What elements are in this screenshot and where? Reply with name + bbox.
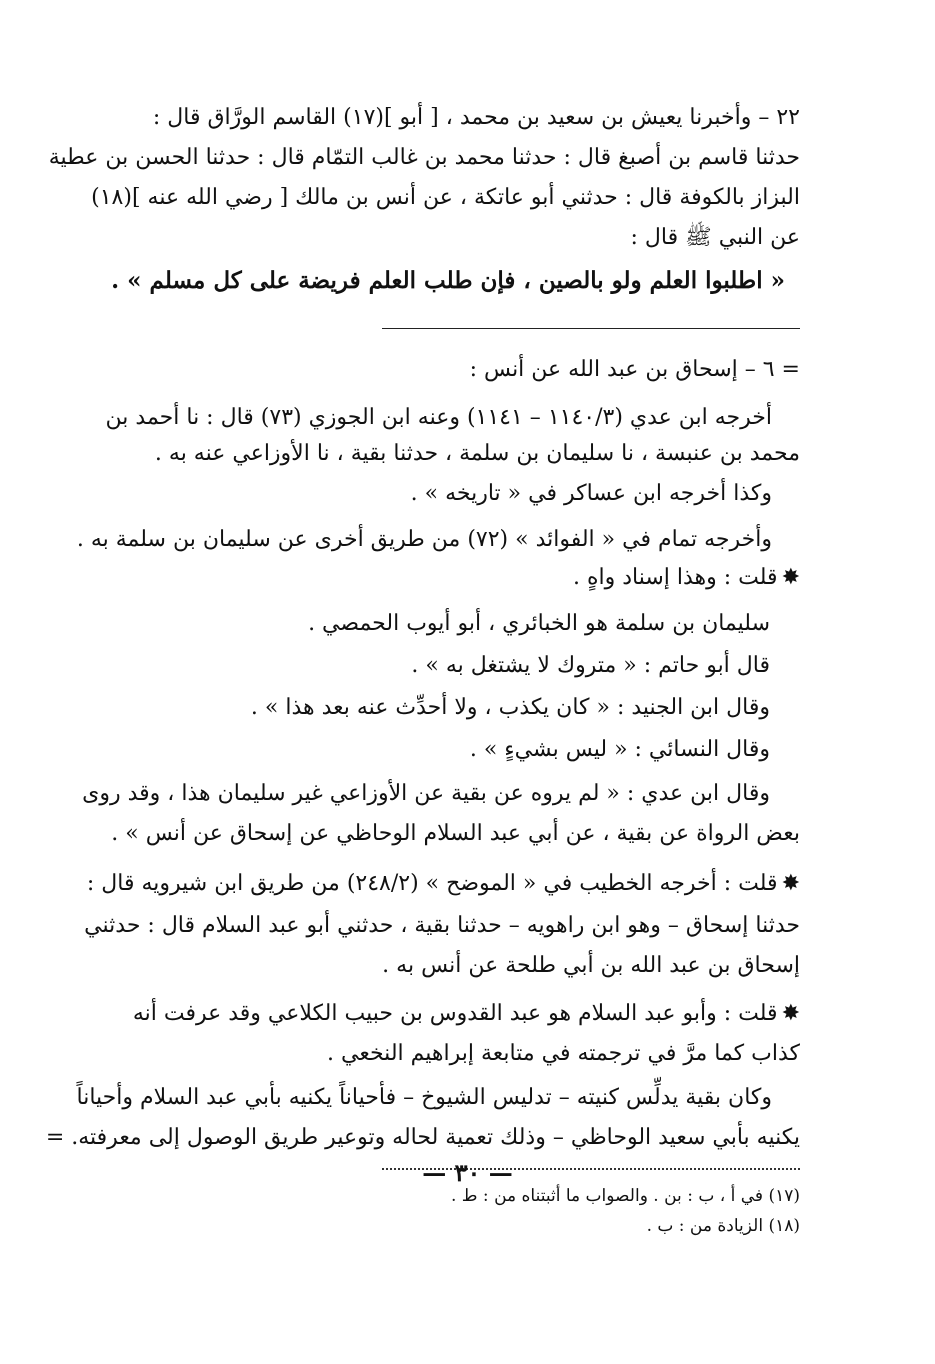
paragraph-line: وقال ابن عدي : « لم يروه عن بقية عن الأوزاعي غير سليمان هذا ، وقد روى xyxy=(82,781,770,806)
paragraph-line: وكان بقية يدلِّس كنيته – تدليس الشيوخ – فأحياناً يكنيه بأبي عبد السلام وأحياناً xyxy=(76,1085,772,1110)
paragraph-line: يكنيه بأبي سعيد الوحاظي – وذلك تعمية لحاله وتوعير طريق الوصول إلى معرفته. = xyxy=(45,1125,800,1150)
hadith-22-line-4: عن النبي ﷺ قال : xyxy=(630,225,800,250)
paragraph-line: وقال ابن الجنيد : « كان يكذب ، ولا أحدِّث عنه بعد هذا » . xyxy=(250,695,770,720)
comment-text: قلت : أخرجه الخطيب في « الموضح » (٢٤٨/٢) من طريق ابن شيرويه قال : xyxy=(86,871,778,896)
star-icon: ✸ xyxy=(781,565,800,590)
paragraph-line: قال أبو حاتم : « متروك لا يشتغل به » . xyxy=(411,653,770,678)
paragraph-line: إسحاق بن عبد الله بن أبي طلحة عن أنس به . xyxy=(382,953,800,978)
paragraph-line: كذاب كما مرَّ في ترجمته في متابعة إبراهيم النخعي . xyxy=(327,1041,800,1066)
comment-text: قلت : وهذا إسناد واهٍ . xyxy=(572,565,778,590)
paragraph-line: وكذا أخرجه ابن عساكر في « تاريخه » . xyxy=(410,481,772,506)
paragraph-line: محمد بن عنبسة ، نا سليمان بن سلمة ، حدثنا بقية ، نا الأوزاعي عنه به . xyxy=(154,441,800,466)
paragraph-line: أخرجه ابن عدي (١١٤٠/٣ – ١١٤١) وعنه ابن الجوزي (٧٣) قال : نا أحمد بن xyxy=(105,405,772,430)
star-icon: ✸ xyxy=(781,871,800,896)
comment-text: قلت : وأبو عبد السلام هو عبد القدوس بن حبيب الكلاعي وقد عرفت أنه xyxy=(132,1001,778,1026)
page-number: — ٣٠ — xyxy=(422,1158,513,1187)
paragraph-line: حدثنا إسحاق – وهو ابن راهويه – حدثنا بقية ، حدثني أبو عبد السلام قال : حدثني xyxy=(84,913,800,938)
separator-line xyxy=(382,328,800,329)
footnote-17: (١٧) في أ ، ب : بن . والصواب ما أثبتناه من : ط . xyxy=(451,1186,800,1206)
comment-line xyxy=(86,866,800,902)
paragraph-line: وقال النسائي : « ليس بشيءٍ » . xyxy=(469,737,770,762)
hadith-text: « اطلبوا العلم ولو بالصين ، فإن طلب العلم فريضة على كل مسلم » . xyxy=(111,267,785,294)
star-icon: ✸ xyxy=(781,1001,800,1026)
hadith-22-line-2: حدثنا قاسم بن أصبغ قال : حدثنا محمد بن غالب التمّام قال : حدثنا الحسن بن عطية xyxy=(48,145,800,170)
continuation-heading: = ٦ – إسحاق بن عبد الله عن أنس : xyxy=(469,357,800,382)
paragraph-line: وأخرجه تمام في « الفوائد » (٧٢) من طريق أخرى عن سليمان بن سلمة به . xyxy=(76,527,772,552)
paragraph-line: سليمان بن سلمة هو الخبائري ، أبو أيوب الحمصي . xyxy=(308,611,770,636)
comment-line xyxy=(95,560,800,596)
comment-line xyxy=(95,996,800,1032)
footnote-18: (١٨) الزيادة من : ب . xyxy=(646,1216,800,1236)
paragraph-line: بعض الرواة عن بقية ، عن أبي عبد السلام الوحاظي عن إسحاق عن أنس » . xyxy=(111,821,800,846)
hadith-22-line-3: البزاز بالكوفة قال : حدثني أبو عاتكة ، عن أنس بن مالك [ رضي الله عنه ](١٨) xyxy=(91,185,800,210)
hadith-22-line-1: ٢٢ – وأخبرنا يعيش بن سعيد بن محمد ، [ أبو ](١٧) القاسم الورَّاق قال : xyxy=(152,105,800,130)
